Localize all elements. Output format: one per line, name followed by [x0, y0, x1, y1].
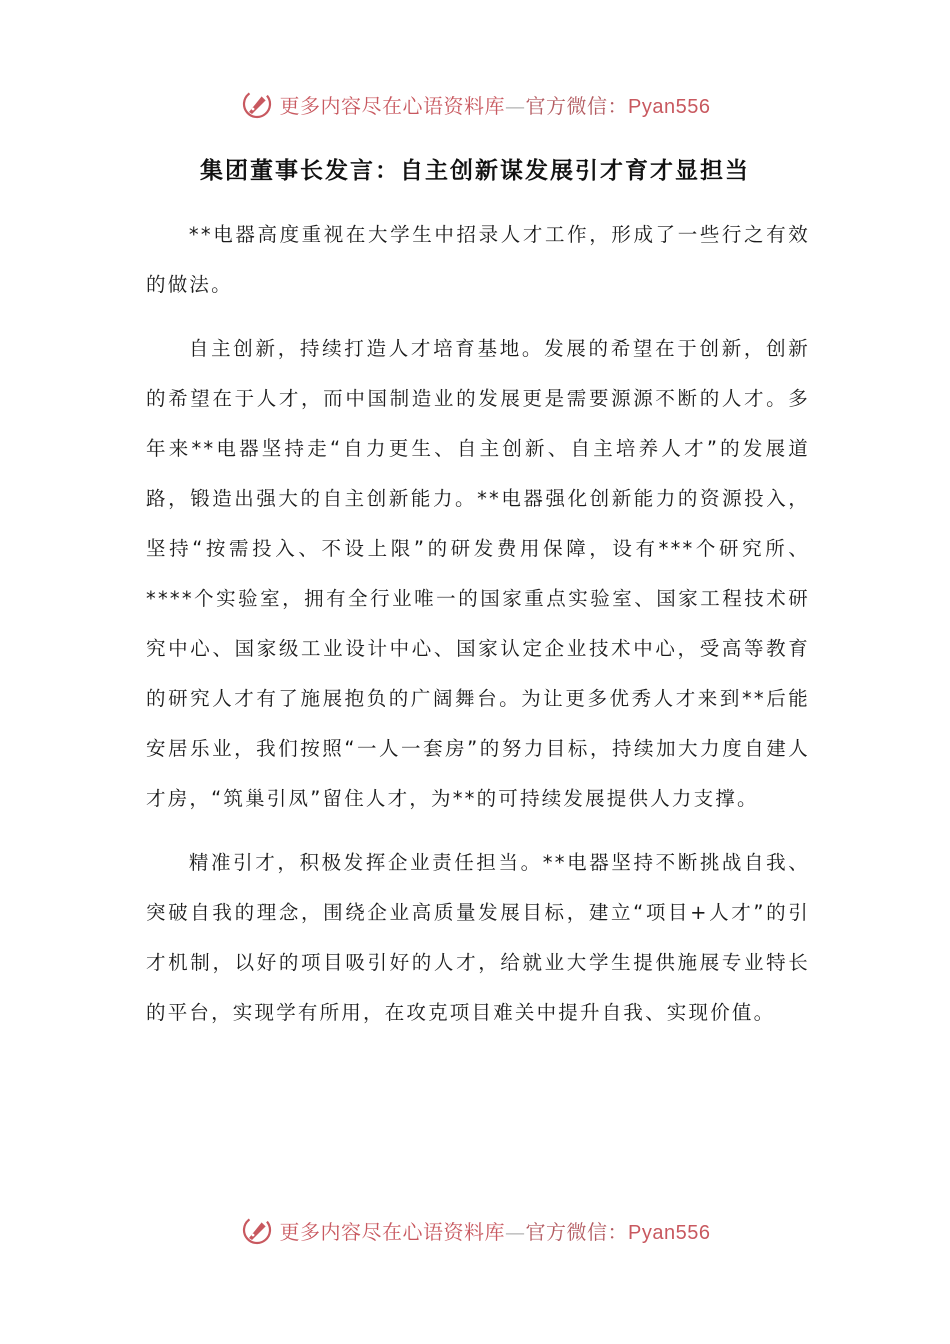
banner-brand-name: 更多内容尽在心语资料库 — [279, 93, 506, 118]
document-title: 集团董事长发言：自主创新谋发展引才育才显担当 — [200, 158, 750, 184]
pen-nib-logo-icon — [240, 87, 274, 121]
banner-text — [280, 90, 711, 119]
banner-contact-label: 官方微信： — [525, 93, 629, 118]
paragraph-innovation: 自主创新，持续打造人才培育基地。发展的希望在于创新，创新的希望在于人才，而中国制造业的发展更是需要源源不断的人才。多年来**电器坚持走“自力更生、自主创新、自主培养人才”的发展道路，锻造出强大的自主创新能力。**电器强化创新能力的资源投入，坚持“按需投入、不设上限”的研发费用保障，设有***个研究所、****个实验室，拥有全行业唯一的国家重点实验室、国家工程技术研究中心、国家级工业设计中心、国家认定企业技术中心，受高等教育的研究人才有了施展抱负的广阔舞台。为让更多优秀人才来到**后能安居乐业，我们按照“一人一套房”的努力目标，持续加大力度自建人才房，“筑巢引凤”留住人才，为**的可持续发展提供人力支撑。 — [146, 337, 810, 810]
banner-separator: — — [505, 1219, 526, 1244]
footer-banner — [0, 1212, 950, 1248]
banner-contact-id: Pyan556 — [628, 95, 711, 118]
paragraph-talent: 精准引才，积极发挥企业责任担当。**电器坚持不断挑战自我、突破自我的理念，围绕企业高质量发展目标，建立“项目+人才”的引才机制，以好的项目吸引好的人才，给就业大学生提供施展专业特长的平台，实现学有所用，在攻克项目难关中提升自我、实现价值。 — [146, 851, 810, 1024]
document-body — [146, 210, 810, 1052]
banner-text — [280, 1216, 711, 1245]
pen-nib-logo-icon — [240, 1213, 274, 1247]
banner-separator: — — [505, 93, 526, 118]
header-banner — [0, 86, 950, 122]
banner-contact-label: 官方微信： — [525, 1219, 629, 1244]
paragraph-intro: **电器高度重视在大学生中招录人才工作，形成了一些行之有效的做法。 — [146, 223, 810, 296]
banner-brand-name: 更多内容尽在心语资料库 — [279, 1219, 506, 1244]
banner-contact-id: Pyan556 — [628, 1221, 711, 1244]
